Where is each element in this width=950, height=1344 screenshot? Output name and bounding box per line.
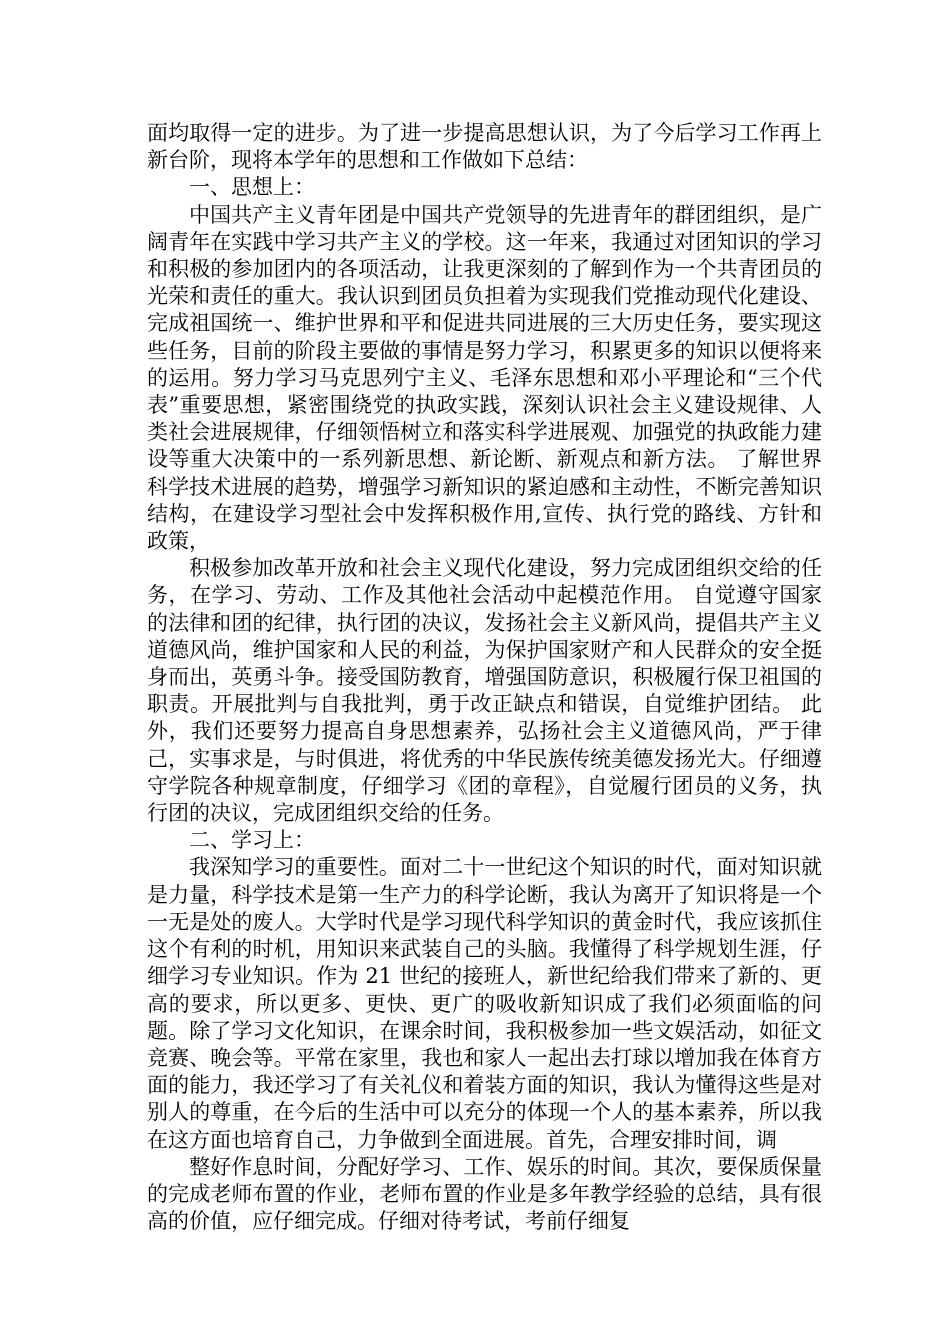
paragraph-reform: 积极参加改革开放和社会主义现代化建设，努力完成团组织交给的任务，在学习、劳动、工作及其他社会活动中起模范作用。 自觉遵守国家的法律和团的纪律，执行团的决议，发扬社会主义新风尚，提倡共产主义道德风尚，维护国家和人民的利益，为保护国家财产和人民群众的安全挺身而出，英勇斗争。接受国防教育，增强国防意识，积极履行保卫祖国的职责。开展批判与自我批判，勇于改正缺点和错误，自觉维护团结。 此外，我们还要努力提高自身思想素养，弘扬社会主义道德风尚，严于律己，实事求是，与时俱进，将优秀的中华民族传统美德发扬光大。仔细遵守学院各种规章制度，仔细学习《团的章程》，自觉履行团员的义务，执行团的决议，完成团组织交给的任务。: [147, 556, 822, 826]
intro-paragraph: 面均取得一定的进步。为了进一步提高思想认识，为了今后学习工作再上新台阶，现将本学年的思想和工作做如下总结：: [147, 121, 822, 173]
paragraph-study: 我深知学习的重要性。面对二十一世纪这个知识的时代，面对知识就是力量，科学技术是第一生产力的科学论断，我认为离开了知识将是一个一无是处的废人。大学时代是学习现代科学知识的黄金时代，我应该抓住这个有利的时机，用知识来武装自己的头脑。我懂得了科学规划生涯，仔细学习专业知识。作为 21 世纪的接班人，新世纪给我们带来了新的、更高的要求，所以更多、更快、更广的吸收新知识成了我们必须面临的问题。除了学习文化知识，在课余时间，我积极参加一些文娱活动，如征文竞赛、晚会等。平常在家里，我也和家人一起出去打球以增加我在体育方面的能力，我还学习了有关礼仪和着装方面的知识，我认为懂得这些是对别人的尊重，在今后的生活中可以充分的体现一个人的基本素养，所以我在这方面也培育自己，力争做到全面进展。首先，合理安排时间，调: [147, 855, 822, 1152]
section-heading-thought: 一、思想上：: [189, 175, 315, 200]
paragraph-youth-league: 中国共产主义青年团是中国共产党领导的先进青年的群团组织，是广阔青年在实践中学习共产主义的学校。这一年来，我通过对团知识的学习和积极的参加团内的各项活动，让我更深刻的了解到作为一个共青团员的光荣和责任的重大。我认识到团员负担着为实现我们党推动现代化建设、完成祖国统一、维护世界和平和促进共同进展的三大历史任务，要实现这些任务，目前的阶段主要做的事情是努力学习，积累更多的知识以便将来的运用。努力学习马克思列宁主义、毛泽东思想和邓小平理论和“三个代表”重要思想，紧密围绕党的执政实践，深刻认识社会主义建设规律、人类社会进展规律，仔细领悟树立和落实科学进展观、加强党的执政能力建设等重大决策中的一系列新思想、新论断、新观点和新方法。 了解世界科学技术进展的趋势，增强学习新知识的紧迫感和主动性，不断完善知识结构，在建设学习型社会中发挥积极作用,宣传、执行党的路线、方针和政策，: [147, 202, 822, 554]
section-heading-study: 二、学习上：: [189, 828, 315, 853]
document-body: [147, 120, 822, 1235]
paragraph-schedule: 整好作息时间，分配好学习、工作、娱乐的时间。其次，要保质保量的完成老师布置的作业，老师布置的作业是多年教学经验的总结，具有很高的价值，应仔细完成。仔细对待考试，考前仔细复: [147, 1154, 822, 1234]
